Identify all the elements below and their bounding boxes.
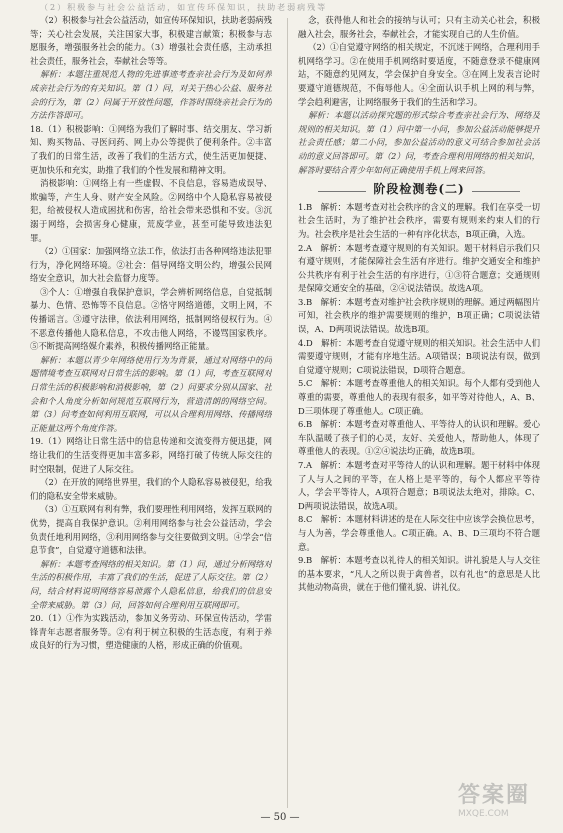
right-column-answers [298, 201, 540, 595]
page-number: — 50 — [260, 812, 300, 823]
paragraph-r4: 1.B 解析：本题考查对社会秩序的含义的理解。我们在享受一切社会生活时，为了维护社会秩序，需要有规则来约束人们的行为。社会秩序是社会生活的一种有序化状态，B项正确，入选。 [298, 201, 540, 239]
paragraph-r2: （2）①自觉遵守网络的相关规定，不沉迷于网络，合理利用手机网络学习。②在使用手机网络时要适度，不随意登录不健康网站，不随意约见网友，学会保护自身安全。③在网上发表言论时要遵守道德规范，不侮辱他人。④全面认识手机上网的利与弊，学会趋利避害，让网络服务于我们的生活和学习。 [298, 42, 540, 107]
paragraph-r1: 念，获得他人和社会的接纳与认可；只有主动关心社会，积极融入社会，服务社会，奉献社会，才能实现自己的人生价值。 [298, 15, 540, 39]
paragraph-l9: （2）在开放的网络世界里，我们的个人隐私容易被侵犯，给我们的隐私安全带来威胁。 [30, 477, 272, 501]
paragraph-l1: （2）积极参与社会公益活动，如宣传环保知识，扶助老弱病残等；关心社会发展，关注国家大事，积极建言献策；积极参与志愿服务，增强服务社会的能力。（3）增强社会责任感，主动承担社会责任，服务社会，奉献社会等等。 [30, 15, 272, 66]
watermark-sub: MXQE.COM [458, 809, 509, 819]
watermark-logo [458, 783, 554, 827]
paragraph-l2: 解析：本题注重规范人物的先进事迹考查亲社会行为及如何养成亲社会行为的有关知识。第（1）问，对关于热心公益、服务社会的行为，第（2）问属于开放性问题，作答时围绕亲社会行为的方法作答即可。 [30, 69, 272, 121]
right-column-top [298, 14, 540, 177]
right-column [298, 14, 540, 814]
paragraph-l12: 20.（1）①作为实践活动，参加义务劳动、环保宣传活动，学雷锋青年志愿者服务等。②有利于树立积极的生活态度，有利于养成良好的行为习惯，塑造健康的人格，形成正确的价值观。 [30, 613, 272, 651]
paragraph-r3: 解析：本题以活动探究题的形式综合考查亲社会行为、网络及规则的相关知识。第（1）问中第一小问，参加公益活动能够提升社会责任感；第二小问，参加公益活动的意义可结合参加社会活动的意义回答即可。第（2）问，考查合理利用网络的相关知识，解答时要结合青少年如何正确使用手机上网来回答。 [298, 110, 540, 175]
paragraph-l4: 消极影响：①网络上有一些虚假、不良信息，容易造成误导、欺骗等，产生人身、财产安全风险。②网络中个人隐私容易被侵犯，给被侵权人造成困扰和伤害，给社会带来恐惧和不安。③沉溺于网络，会损害身心健康，荒废学业，甚至可能导致违法犯罪。 [30, 178, 272, 243]
paragraph-l11: 解析：本题考查网络的相关知识。第（1）问，通过分析网络对生活的积极作用，丰富了我们的生活，促进了人际交往。第（2）问，结合材料说明网络容易泄露个人隐私信息，给我们的信息安全带来威胁。第（3）问，回答如何合理利用互联网即可。 [30, 558, 272, 610]
paragraph-r6: 3.B 解析：本题考查对维护社会秩序规则的理解。通过两幅图片可知，社会秩序的维护需要规则的维护，B项正确；C项说法错误，A、D两项说法错误。故选B项。 [298, 296, 540, 335]
section-title: 阶段检测卷(二) [298, 183, 540, 197]
column-divider [287, 18, 288, 808]
paragraph-l6: ③个人：①增强自我保护意识，学会辨析网络信息，自觉抵制暴力、色情、恐怖等不良信息。②恪守网络道德，文明上网，不传播谣言。③遵守法律，依法利用网络，抵制网络侵权行为。④不恶意传播他人隐私信息，不攻击他人网络，不谩骂国家秩序。⑤不断提高网络媒介素养，积极传播网络正能量。 [30, 286, 272, 352]
paragraph-l7: 解析：本题以青少年网络使用行为为背景，通过对网络中的问题情境考查互联网对日常生活的影响。第（1）问，考查互联网对日常生活的积极影响和消极影响，第（2）问要求分别从国家、社会和个人角度分析如何规范互联网行为，营造清朗的网络空间。第（3）问考查如何利用互联网，可以从合理利用网络、传播网络正能量这两个角度作答。 [30, 354, 272, 433]
paragraph-r7: 4.D 解析：本题考查自觉遵守规则的相关知识。社会生活中人们需要遵守规则，才能有序地生活。A项错误；B项说法有误，做到自觉遵守规则；C项说法错误，D项符合题意。 [298, 337, 540, 375]
paragraph-l5: （2）①国家：加强网络立法工作，依法打击各种网络违法犯罪行为，净化网络环境。②社会：倡导网络文明公约，增强公民网络安全意识，加大社会监督力度等。 [30, 246, 272, 284]
paragraph-r10: 7.A 解析：本题考查对平等待人的认识和理解。题干材料中体现了人与人之间的平等，在人格上是平等的，每个人都应平等待人，学会平等待人，A项符合题意；B项说法太绝对，排除。C、D两项说法错误，故选A项。 [298, 460, 540, 511]
paragraph-r8: 5.C 解析：本题考查尊重他人的相关知识。每个人都有受到他人尊重的需要，尊重他人的表现有很多，如平等对待他人，A、B、D三项体现了尊重他人。C项正确。 [298, 378, 540, 416]
faded-header-text: （2）积极参与社会公益活动，如宣传环保知识，扶助老弱病残等 [40, 3, 328, 12]
left-column [30, 14, 272, 814]
paragraph-l3: 18.（1）积极影响：①网络为我们了解时事、结交朋友、学习新知、购买物品、寻医问药、网上办公等提供了便利条件。②丰富了我们的日常生活，改善了我们的生活方式，使生活更加便捷、更加快乐和充实，助推了我们的个性发展和精神文明。 [30, 123, 272, 175]
watermark-main: 答案圈 [458, 783, 531, 808]
paragraph-r12: 9.B 解析：本题考查以礼待人的相关知识。讲礼貌是人与人交往的基本要求，“凡人之所以贵于禽兽者，以有礼也”的意思是人比其他动物高贵，就在于他们懂礼貌、讲礼仪。 [298, 555, 540, 593]
paragraph-r11: 8.C 解析：本题材料讲述的是在人际交往中应该学会换位思考，与人为善，学会尊重他人。C项正确。A、B、D三项均不符合题意。 [298, 514, 540, 552]
paragraph-l10: （3）①互联网有利有弊，我们要理性利用网络，发挥互联网的优势，提高自我保护意识。②利用网络参与社会公益活动，学会负责任地利用网络，③利用网络参与交往要做到文明。④学会“信息节食”，自觉遵守道德和法律。 [30, 504, 272, 556]
paragraph-r5: 2.A 解析：本题考查遵守规则的有关知识。题干材料启示我们只有遵守规则，才能保障社会生活有序进行。维护交通安全和维护公共秩序有利于社会生活的有序进行，①③符合题意；交通规则是保障交通安全的基础，②④说法错误。故选A项。 [298, 242, 540, 294]
paragraph-r9: 6.B 解析：本题考查对尊重他人、平等待人的认识和理解。爱心车队温暖了孩子们的心灵，友好、关爱他人，帮助他人，体现了尊重他人的表现。①②④说法均正确，故选B项。 [298, 419, 540, 457]
paragraph-l8: 19.（1）网络让日常生活中的信息传递和交流变得方便迅捷，网络让我们的生活变得更加丰富多彩，网络打破了传统人际交往的时空限制，促进了人际交往。 [30, 436, 272, 474]
